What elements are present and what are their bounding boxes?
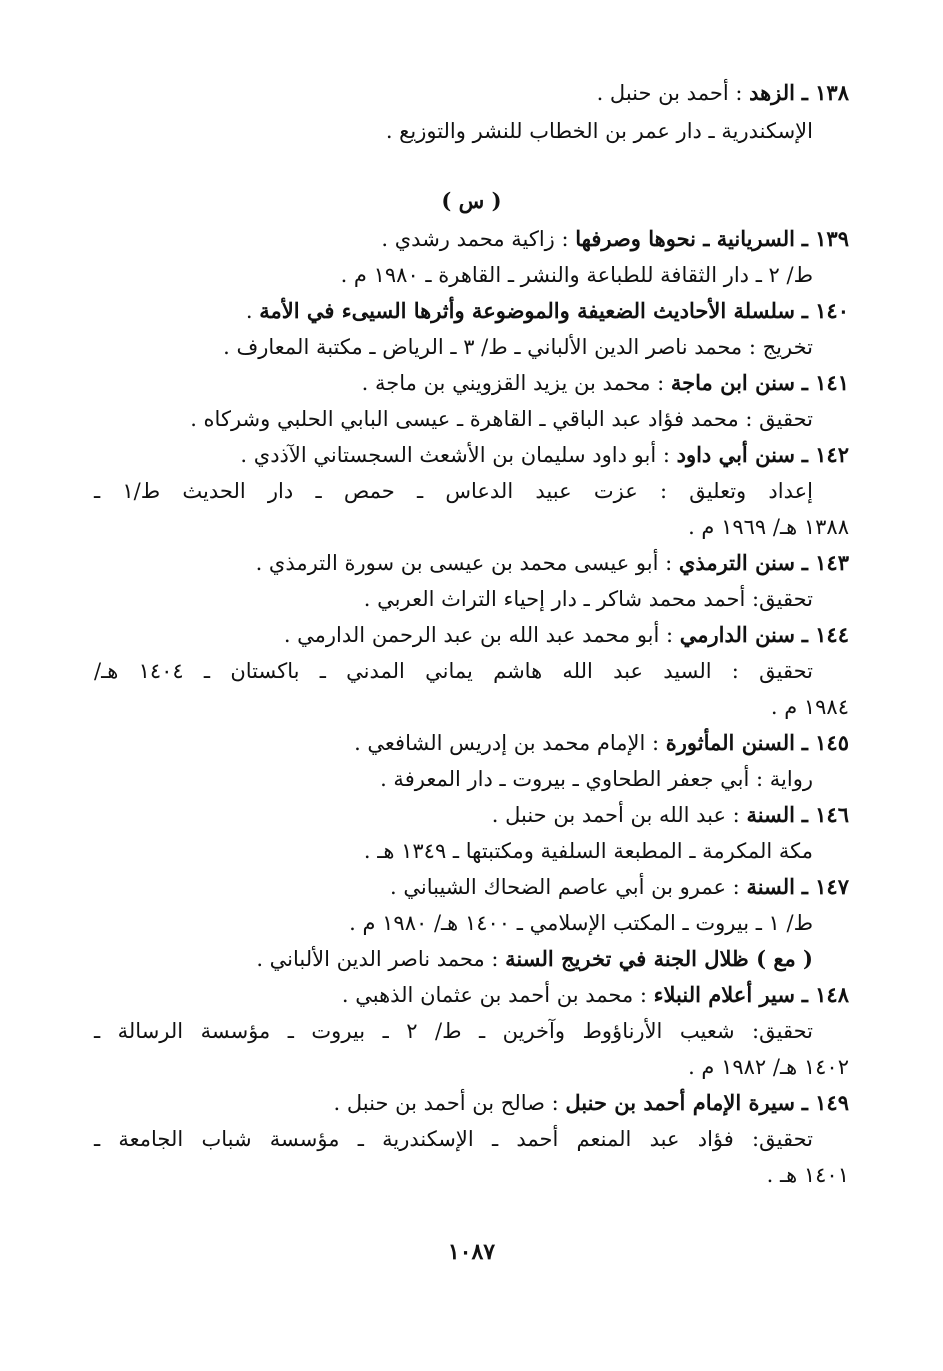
entry-148-publication-cont: ١٤٠٢ هـ/ ١٩٨٢ م . bbox=[688, 1055, 849, 1079]
entry-title: سنن ابن ماجة bbox=[670, 370, 795, 395]
entry-141 bbox=[362, 368, 849, 398]
entry-140 bbox=[246, 296, 849, 326]
entry-144 bbox=[284, 620, 849, 650]
entry-author: : أبو داود سليمان بن الأشعث السجستاني الآذدي . bbox=[240, 443, 677, 467]
entry-author: : أبو عيسى محمد بن عيسى بن سورة الترمذي . bbox=[255, 551, 679, 575]
entry-148 bbox=[342, 980, 849, 1010]
entry-142-publication: إعداد وتعليق : عزت عبيد الدعاس ـ حمص ـ دار الحديث ط/١ ـ bbox=[94, 479, 813, 503]
entry-144-publication: تحقيق : السيد عبد الله هاشم يماني المدني ـ باكستان ـ ١٤٠٤ هـ/ bbox=[94, 659, 813, 683]
entry-title: سنن أبي داود bbox=[676, 442, 795, 467]
entry-148-publication: تحقيق: شعيب الأرناؤوط وآخرين ـ ط/ ٢ ـ بيروت ـ مؤسسة الرسالة ـ bbox=[94, 1019, 813, 1043]
entry-145-publication: رواية : أبي جعفر الطحاوي ـ بيروت ـ دار المعرفة . bbox=[380, 767, 813, 791]
entry-number: ١٤٩ ـ bbox=[801, 1090, 849, 1115]
entry-142-publication-cont: ١٣٨٨ هـ/ ١٩٦٩ م . bbox=[688, 515, 849, 539]
companion-author: : محمد ناصر الدين الألباني . bbox=[256, 947, 506, 971]
page-number: ١٠٨٧ bbox=[447, 1239, 496, 1265]
entry-author: : الإمام محمد بن إدريس الشافعي . bbox=[354, 731, 666, 755]
entry-author: : زاكية محمد رشدي . bbox=[381, 227, 576, 251]
entry-138 bbox=[597, 78, 849, 108]
entry-number: ١٤٥ ـ bbox=[801, 730, 849, 755]
entry-139 bbox=[381, 224, 849, 254]
entry-139-publication: ط/ ٢ ـ دار الثقافة للطباعة والنشر ـ القاهرة ـ ١٩٨٠ م . bbox=[340, 263, 813, 287]
entry-title: السنة bbox=[746, 874, 795, 899]
entry-title: سيرة الإمام أحمد بن حنبل bbox=[565, 1090, 795, 1115]
entry-147 bbox=[390, 872, 849, 902]
entry-title: سلسلة الأحاديث الضعيفة والموضوعة وأثرها السيىء في الأمة bbox=[259, 298, 795, 323]
entry-number: ١٤٤ ـ bbox=[801, 622, 849, 647]
entry-number: ١٣٨ ـ bbox=[801, 80, 849, 105]
entry-author: : عبد الله بن أحمد بن حنبل . bbox=[491, 803, 747, 827]
entry-title: سنن الترمذي bbox=[678, 550, 795, 575]
entry-149-publication-cont: ١٤٠١ هـ . bbox=[766, 1163, 849, 1187]
entry-146 bbox=[492, 800, 849, 830]
entry-147-publication: ط/ ١ ـ بيروت ـ المكتب الإسلامي ـ ١٤٠٠ هـ/ ١٩٨٠ م . bbox=[349, 911, 813, 935]
entry-number: ١٤٨ ـ bbox=[801, 982, 849, 1007]
entry-title: سير أعلام النبلاء bbox=[653, 982, 795, 1007]
entry-138-publication: الإسكندرية ـ دار عمر بن الخطاب للنشر والتوزيع . bbox=[385, 119, 813, 143]
entry-number: ١٤٢ ـ bbox=[801, 442, 849, 467]
entry-title: السنة bbox=[746, 802, 795, 827]
entry-147-companion bbox=[256, 944, 813, 974]
entry-141-publication: تحقيق : محمد فؤاد عبد الباقي ـ القاهرة ـ عيسى البابي الحلبي وشركاه . bbox=[190, 407, 813, 431]
entry-author: : عمرو بن أبي عاصم الضحاك الشيباني . bbox=[390, 875, 747, 899]
entry-title: سنن الدارمي bbox=[679, 622, 795, 647]
entry-author: : أحمد بن حنبل . bbox=[596, 81, 750, 105]
entry-149-publication: تحقيق: فؤاد عبد المنعم أحمد ـ الإسكندرية ـ مؤسسة شباب الجامعة ـ bbox=[94, 1127, 813, 1151]
entry-author: : محمد بن يزيد القزويني بن ماجة . bbox=[361, 371, 671, 395]
entry-number: ١٤٠ ـ bbox=[801, 298, 849, 323]
entry-143 bbox=[256, 548, 849, 578]
entry-number: ١٤١ ـ bbox=[801, 370, 849, 395]
entry-author: : محمد بن أحمد بن عثمان الذهبي . bbox=[341, 983, 654, 1007]
entry-146-publication: مكة المكرمة ـ المطبعة السلفية ومكتبتها ـ ١٣٤٩ هـ . bbox=[363, 839, 813, 863]
entry-number: ١٣٩ ـ bbox=[801, 226, 849, 251]
entry-140-publication: تخريج : محمد ناصر الدين الألباني ـ ط/ ٣ ـ الرياض ـ مكتبة المعارف . bbox=[223, 335, 813, 359]
entry-143-publication: تحقيق: أحمد محمد شاكر ـ دار إحياء التراث العربي . bbox=[363, 587, 813, 611]
entry-title: السنن المأثورة bbox=[665, 730, 795, 755]
entry-number: ١٤٧ ـ bbox=[801, 874, 849, 899]
entry-144-publication-cont: ١٩٨٤ م . bbox=[770, 695, 849, 719]
entry-author: . bbox=[245, 299, 260, 323]
section-heading: ( س ) bbox=[441, 188, 502, 213]
entry-149 bbox=[334, 1088, 849, 1118]
entry-145 bbox=[354, 728, 849, 758]
entry-title: الزهد bbox=[749, 80, 795, 105]
entry-number: ١٤٦ ـ bbox=[801, 802, 849, 827]
entry-author: : صالح بن أحمد بن حنبل . bbox=[333, 1091, 566, 1115]
companion-title: ( مع ) ظلال الجنة في تخريج السنة bbox=[505, 946, 813, 971]
entry-author: : أبو محمد عبد الله بن عبد الرحمن الدارمي . bbox=[283, 623, 680, 647]
entry-142 bbox=[240, 440, 849, 470]
entry-number: ١٤٣ ـ bbox=[801, 550, 849, 575]
entry-title: السريانية ـ نحوها وصرفها bbox=[575, 226, 795, 251]
